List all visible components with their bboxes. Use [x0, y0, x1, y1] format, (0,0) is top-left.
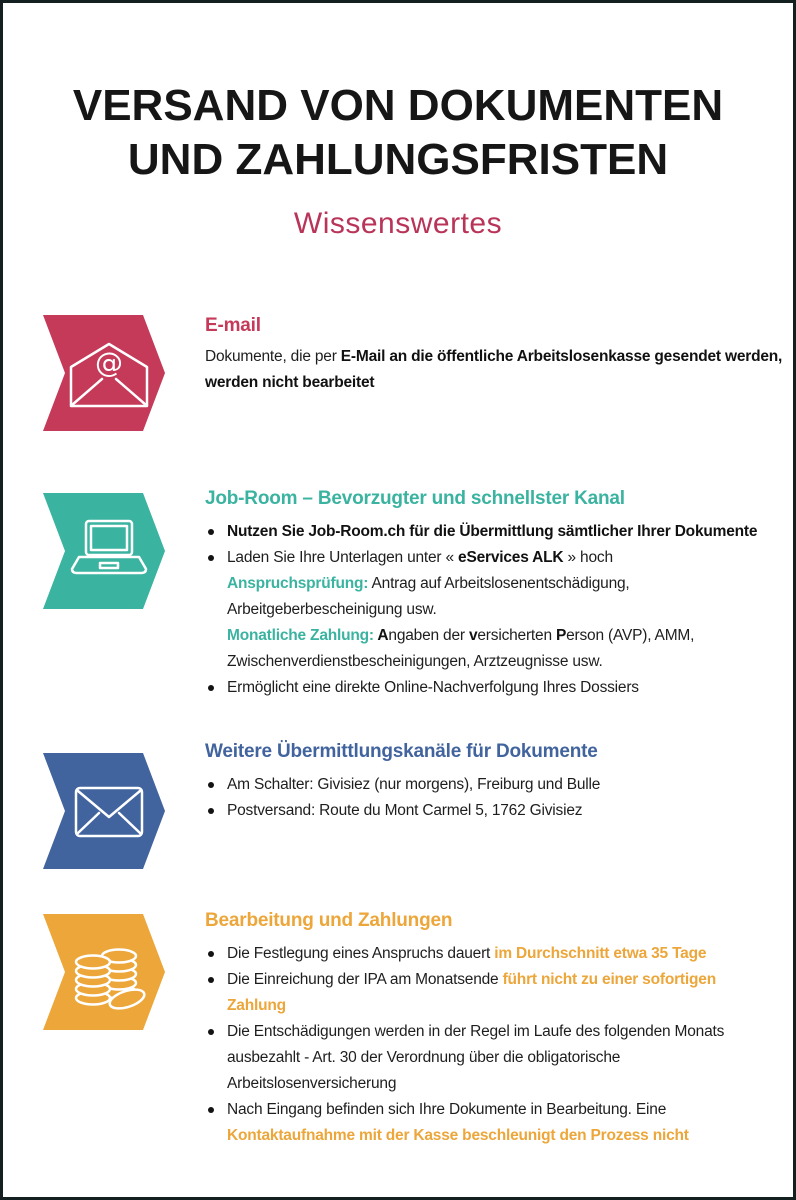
text-run: führt nicht zu einer sofortigen Zahlung [227, 971, 721, 1014]
section-other-channels-icon-column [43, 740, 205, 869]
job-room-arrow-badge [43, 493, 165, 609]
text-run: erson (AVP), AMM, Zwischenverdienstbescheinigungen, Arztzeugnisse usw. [227, 627, 703, 670]
section-email [43, 314, 787, 431]
text-run: Postversand: Route du Mont Carmel 5, 1762 Givisiez [227, 802, 583, 819]
text-run: Monatliche Zahlung: [227, 627, 378, 644]
text-run: Anspruchsprüfung: [227, 575, 369, 592]
page-title-line1: VERSAND VON DOKUMENTEN [72, 81, 724, 130]
section-processing-payments-heading: Bearbeitung und Zahlungen [205, 910, 453, 931]
sub-line [227, 623, 702, 675]
section-processing-payments-icon-column [43, 909, 205, 1149]
text-run: Laden Sie Ihre Unterlagen unter « [227, 549, 459, 566]
list-item [205, 941, 763, 967]
text-run: A [377, 627, 389, 644]
section-email-heading: E-mail [205, 315, 261, 336]
section-processing-payments [43, 909, 765, 1149]
svg-text:@: @ [95, 346, 123, 379]
text-run: Dokumente, die per [205, 348, 341, 365]
section-job-room [43, 487, 765, 701]
text-run: Die Festlegung eines Anspruchs dauert [227, 945, 495, 962]
list-item [205, 675, 763, 701]
text-run: Die Einreichung der IPA am Monatsende [227, 971, 503, 988]
section-job-room-bullets [205, 519, 763, 701]
section-email-paragraph [205, 344, 790, 396]
text-run: Ermöglicht eine direkte Online-Nachverfolgung Ihres Dossiers [227, 679, 639, 696]
text-run: im Durchschnitt etwa 35 Tage [494, 945, 707, 962]
arrow-shape [43, 753, 165, 869]
text-run: Die Entschädigungen werden in der Regel im Laufe des folgenden Monats ausbezahlt - Art. 30 der Verordnung über die obligatorische Arbeitslosenversicherung [227, 1023, 729, 1092]
section-email-icon-column [43, 314, 205, 431]
list-item [205, 772, 763, 798]
text-run: » hoch [563, 549, 613, 566]
text-run: Nach Eingang befinden sich Ihre Dokumente in Bearbeitung. Eine [227, 1101, 671, 1118]
text-run: Antrag auf Arbeitslosenentschädigung, Arbeitgeberbescheinigung usw. [227, 575, 633, 618]
coins-icon [76, 950, 147, 1013]
list-item [205, 519, 763, 545]
text-run: P [555, 627, 567, 644]
text-run: Nutzen Sie Job-Room.ch für die Übermittlung sämtlicher Ihrer Dokumente [227, 523, 758, 540]
text-run: E-Mail an die öffentliche Arbeitslosenkasse gesendet werden, werden nicht bearbeitet [205, 348, 787, 391]
text-run: Am Schalter: Givisiez (nur morgens), Freiburg und Bulle [227, 776, 601, 793]
section-other-channels-bullets [205, 772, 763, 824]
channels-arrow-badge [43, 753, 165, 869]
list-item [205, 545, 763, 675]
section-other-channels-heading: Weitere Übermittlungskanäle für Dokumente [205, 741, 598, 762]
list-item [205, 1097, 763, 1149]
text-run: Kontaktaufnahme mit der Kasse beschleunigt den Prozess nicht [227, 1127, 689, 1144]
list-item [205, 967, 763, 1019]
sub-lines [227, 571, 702, 675]
text-run: eServices ALK [458, 549, 564, 566]
sub-line [227, 571, 702, 623]
page-title-line2: UND ZAHLUNGSFRISTEN [127, 135, 669, 184]
text-run: ersicherten [477, 627, 556, 644]
section-processing-payments-bullets [205, 941, 763, 1149]
section-job-room-icon-column [43, 487, 205, 701]
page-title [3, 79, 793, 187]
text-run: ngaben der [388, 627, 469, 644]
text-run: v [468, 627, 478, 644]
section-job-room-heading: Job-Room – Bevorzugter und schnellster Kanal [205, 488, 625, 509]
payments-arrow-badge [43, 914, 165, 1030]
list-item [205, 798, 763, 824]
section-other-channels [43, 740, 765, 869]
page-subtitle: Wissenswertes [293, 207, 503, 240]
email-arrow-badge [43, 315, 165, 431]
list-item [205, 1019, 763, 1097]
